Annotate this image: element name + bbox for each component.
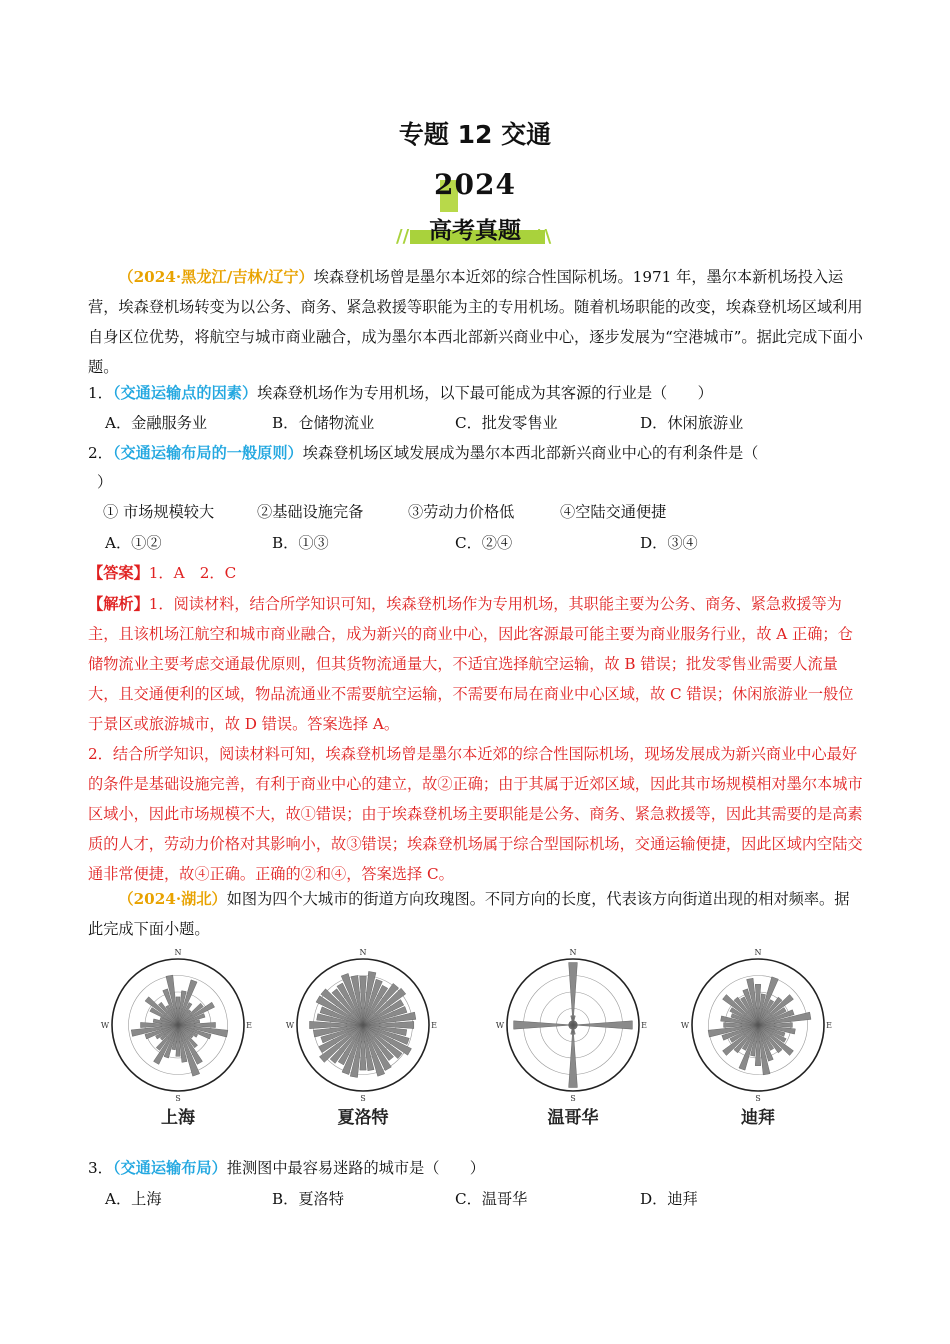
q3-option-d: D．迪拜 bbox=[640, 1190, 698, 1208]
question-2-stem-end: ） bbox=[97, 473, 113, 491]
q2-option-a: A．①② bbox=[105, 534, 162, 552]
rose-bar bbox=[573, 1021, 632, 1029]
q3-option-a: A．上海 bbox=[105, 1190, 162, 1208]
q2-item-3: ③劳动力价格低 bbox=[408, 503, 515, 521]
question-1 bbox=[88, 378, 713, 408]
question-1-number: 1． bbox=[88, 384, 113, 402]
q3-option-b: B．夏洛特 bbox=[272, 1190, 344, 1208]
rose-diagram bbox=[496, 948, 647, 1128]
section-banner: 高考真题 bbox=[429, 218, 521, 244]
right-slash-decoration: \\ bbox=[538, 226, 552, 247]
city-name: 迪拜 bbox=[741, 1108, 775, 1128]
q1-option-d: D．休闲旅游业 bbox=[640, 414, 744, 432]
city-name: 夏洛特 bbox=[337, 1108, 389, 1128]
direction-label-n: N bbox=[174, 948, 182, 957]
q2-item-2: ②基础设施完备 bbox=[257, 503, 364, 521]
city-name: 上海 bbox=[161, 1108, 195, 1128]
left-slash-decoration: // bbox=[396, 226, 410, 247]
passage-1-text: 埃森登机场曾是墨尔本近郊的综合性国际机场。1971 年，墨尔本新机场投入运营，埃森登机场转变为以公务、商务、紧急救援等职能为主的专用机场。随着机场职能的改变，埃森登机场区域利用自身区位优势，将航空与城市商业融合，成为墨尔本西北部新兴商业中心，逐步发展为“空港城市”。据此完成下面小题。 bbox=[88, 268, 863, 376]
rose-diagram bbox=[101, 948, 252, 1128]
question-3-tag: （交通运输布局） bbox=[112, 1159, 227, 1177]
street-rose-figure bbox=[100, 948, 832, 1150]
question-2 bbox=[88, 438, 758, 468]
direction-label-w: W bbox=[285, 1021, 295, 1030]
direction-label-e: E bbox=[641, 1021, 647, 1030]
passage-1 bbox=[88, 262, 863, 382]
city-name: 温哥华 bbox=[547, 1108, 599, 1128]
analysis-label: 【解析】 bbox=[88, 595, 149, 613]
question-1-stem: 埃森登机场作为专用机场，以下最可能成为其客源的行业是（ ） bbox=[257, 384, 713, 402]
direction-label-s: S bbox=[570, 1094, 576, 1103]
question-3 bbox=[88, 1153, 485, 1183]
answer-line bbox=[88, 558, 236, 588]
question-1-tag: （交通运输点的因素） bbox=[112, 384, 258, 402]
direction-label-w: W bbox=[680, 1021, 690, 1030]
direction-label-w: W bbox=[495, 1021, 505, 1030]
year-badge bbox=[0, 168, 950, 253]
question-2-tag: （交通运输布局的一般原则） bbox=[112, 444, 303, 462]
direction-label-s: S bbox=[755, 1094, 761, 1103]
passage-1-source: （2024·黑龙江/吉林/辽宁） bbox=[118, 268, 314, 286]
q2-option-c: C．②④ bbox=[455, 534, 513, 552]
q2-item-1: ① 市场规模较大 bbox=[103, 503, 215, 521]
passage-2-text: 如图为四个大城市的街道方向玫瑰图。不同方向的长度，代表该方向街道出现的相对频率。据此完成下面小题。 bbox=[88, 890, 850, 938]
direction-label-e: E bbox=[431, 1021, 437, 1030]
direction-label-e: E bbox=[826, 1021, 832, 1030]
question-2-stem: 埃森登机场区域发展成为墨尔本西北部新兴商业中心的有利条件是（ bbox=[302, 444, 759, 462]
rose-diagram bbox=[681, 948, 832, 1128]
passage-2-source: （2024·湖北） bbox=[118, 890, 227, 908]
direction-label-s: S bbox=[175, 1094, 181, 1103]
direction-label-n: N bbox=[359, 948, 367, 957]
question-3-number: 3． bbox=[88, 1159, 113, 1177]
direction-label-n: N bbox=[754, 948, 762, 957]
direction-label-w: W bbox=[100, 1021, 110, 1030]
q1-option-c: C．批发零售业 bbox=[455, 414, 558, 432]
analysis-paragraph-1 bbox=[88, 589, 863, 739]
analysis-text-1: 1．阅读材料，结合所学知识可知，埃森登机场作为专用机场，其职能主要为公务、商务、紧急救援等为主，且该机场江航空和城市商业融合，成为新兴的商业中心，因此客源最可能主要为商业服务行业，故 A 正确；仓储物流业主要考虑交通最优原则，但其货物流通量大，不适宜选择航空运输，故 B 错误；批发零售业需要人流量大，且交通便利的区域，物品流通业不需要航空运输，不需要布局在商业中心区域，故 C 错误；休闲旅游业一般位于景区或旅游城市，故 D 错误。答案选择 A。 bbox=[88, 595, 854, 733]
q3-option-c: C．温哥华 bbox=[455, 1190, 528, 1208]
q1-option-a: A．金融服务业 bbox=[105, 414, 208, 432]
year-label: 2024 bbox=[434, 168, 516, 201]
direction-label-n: N bbox=[569, 948, 577, 957]
q2-option-b: B．①③ bbox=[272, 534, 329, 552]
rose-bar bbox=[569, 1025, 578, 1088]
q2-option-d: D．③④ bbox=[640, 534, 698, 552]
answer-label: 【答案】 bbox=[88, 564, 149, 582]
answer-text: 1．A 2．C bbox=[148, 564, 237, 582]
direction-label-e: E bbox=[246, 1021, 252, 1030]
rose-diagram bbox=[286, 948, 437, 1128]
page-title: 专题 12 交通 bbox=[398, 120, 552, 149]
q1-option-b: B．仓储物流业 bbox=[272, 414, 375, 432]
analysis-paragraph-2: 2．结合所学知识，阅读材料可知，埃森登机场曾是墨尔本近郊的综合性国际机场，现场发展成为新兴商业中心最好的条件是基础设施完善，有利于商业中心的建立，故②正确；由于其属于近郊区域，因此其市场规模相对墨尔本城市区域小，因此市场规模不大，故①错误；由于埃森登机场主要职能是公务、商务、紧急救援等，因此其需要的是高素质的人才，劳动力价格对其影响小，故③错误；埃森登机场属于综合型国际机场，交通运输便捷，因此区域内空陆交通非常便捷，故④正确。正确的②和④，答案选择 C。 bbox=[88, 745, 863, 883]
question-2-number: 2． bbox=[88, 444, 113, 462]
passage-2 bbox=[88, 884, 863, 944]
direction-label-s: S bbox=[360, 1094, 366, 1103]
q2-item-4: ④空陆交通便捷 bbox=[560, 503, 667, 521]
rose-bar bbox=[569, 963, 578, 1026]
rose-bar bbox=[514, 1021, 573, 1029]
question-3-stem: 推测图中最容易迷路的城市是（ ） bbox=[226, 1159, 485, 1177]
